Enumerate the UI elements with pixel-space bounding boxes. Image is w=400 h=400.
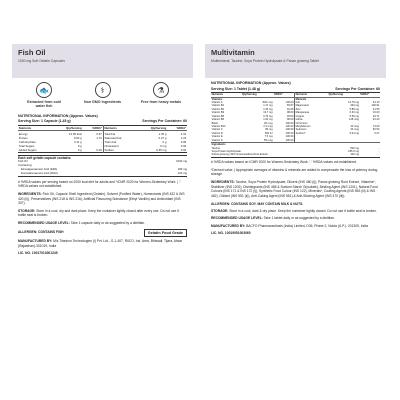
table-cell: 80 mg	[265, 128, 273, 132]
ingredients-text: Fish Oil, Capsule Shell Ingredient (Gelatin), Solvent (Purified Water), Humectants (INS 422 & INS 420 (ii)), Preservatives (INS 218 & INS 216), Artificial Flavouring Substance (Ethyl Vanillin) and Antioxidant (INS 307).	[18, 191, 185, 206]
ingredient-name: Panax ginseng (10% Ginsenosides) Root Extract	[211, 153, 268, 157]
softgel-name: Docosahexaenoic Acid (DHA)	[21, 170, 58, 175]
col-header: %RDA*	[360, 93, 380, 98]
table-cell: 333 mg	[350, 104, 359, 108]
col-header: Qty/Serving	[52, 125, 82, 131]
table-cell: Added Sugars	[18, 148, 37, 153]
ingredient-value: 186.5 mg	[348, 149, 359, 153]
storage	[18, 209, 187, 219]
table-cell: 73.00	[372, 124, 380, 128]
table-cell: Vitamin B1	[211, 104, 225, 108]
table-cell: 91.43	[372, 118, 380, 122]
table-cell: 55 mcg	[264, 138, 273, 142]
table-cell: -	[100, 139, 102, 144]
fish-icon: 🐟	[36, 82, 52, 98]
table-cell: 82.50	[372, 128, 380, 132]
fish-oil-label-panel	[12, 44, 193, 358]
table-cell: 0 g	[77, 148, 82, 153]
table-cell: Protein	[18, 135, 28, 140]
softgel-name: Eicosapentaenoic Acid (EPA)	[21, 166, 58, 171]
table-cell: 100.00	[285, 124, 294, 128]
manufacturer	[211, 224, 380, 229]
rda-note: # %RDA values per serving based on 2000 kcal diet for adults and *ICMR 2020 for Women-Sedentary Work. | '-' %RDA values not established.	[18, 179, 182, 189]
table-cell: Copper	[295, 115, 328, 118]
ingredient-name: Soya Protein Hydrolysate	[211, 149, 241, 153]
feature-label: Free from heavy metals	[140, 100, 182, 104]
table-cell: Vitamin A	[211, 101, 223, 105]
table-cell: 100.91	[371, 104, 380, 108]
table-cell: 0.00	[180, 144, 187, 149]
ingredients-label: INGREDIENTS:	[211, 179, 235, 184]
table-cell: Iodine	[295, 118, 328, 121]
table-cell: 16.00	[372, 111, 380, 115]
table-cell: Vitamin B3	[211, 111, 225, 115]
table-cell: 100.00	[285, 128, 294, 132]
table-cell: 0.00	[96, 148, 102, 153]
table-cell: 33 mcg	[350, 128, 359, 132]
table-cell: 600 IU	[264, 131, 273, 135]
table-cell: 5.44 mg	[349, 131, 359, 135]
feature-fish	[22, 82, 66, 109]
fish-oil-subtitle: 1000 mg Soft Gelatin Capsules	[18, 59, 65, 63]
table-cell: 44.10	[372, 101, 380, 105]
col-header: Nutrients	[295, 93, 328, 98]
table-cell: 840 mcg	[262, 101, 273, 105]
table-cell: Energy	[18, 131, 28, 136]
ingredients	[18, 192, 187, 206]
table-cell: Vitamin B12	[211, 124, 226, 128]
table-cell: Chromium	[295, 122, 328, 125]
table-cell: 34.71	[372, 114, 380, 118]
usage	[211, 216, 380, 221]
table-cell: 1.46 mg	[263, 107, 273, 111]
table-cell: -	[100, 144, 102, 149]
table-cell: 0 g	[162, 139, 167, 144]
ingredient-name: Taurine	[211, 146, 221, 150]
table-cell: 0.63 mg	[349, 111, 359, 115]
allergen-text: ALLERGEN: CONTAINS SOY. MAY CONTAIN MILK & NUTS.	[211, 201, 304, 206]
usage-text: Take 1 tablet daily or as suggested by a dietitian.	[263, 216, 335, 221]
table-cell: 1.35 g	[158, 131, 167, 136]
usage-text: Take 1 capsule daily or as suggested by a dietitian.	[70, 220, 146, 225]
table-cell: 0.92 g	[73, 135, 82, 140]
col-header: Nutrients	[103, 125, 137, 131]
gelatin-badge: Gelatin Food Grade	[144, 229, 187, 237]
table-cell: 0.27 g	[158, 135, 167, 140]
table-cell: -	[378, 121, 380, 125]
feature-label: Extracted from cold water fish	[27, 100, 61, 109]
multivitamin-subtitle: Multimineral, Taurine, Soya Protein Hydrolysate & Panax ginseng Tablet	[211, 59, 319, 63]
rda-note: # %RDA values based on ICMR 2020 for Women-Sedentary Work. '-' %RDA values not established.	[211, 160, 357, 165]
ingredient-value: 100 mg	[350, 153, 359, 157]
usage-label: RECOMMENDED USAGE LEVEL:	[211, 216, 263, 221]
feature-label: Non GMO Ingredients	[84, 100, 121, 104]
table-cell: Trans Fat	[103, 140, 137, 144]
storage-text: Store in a cool, dry and dark place. Keep the container tightly closed after every use. Do not use if bottle seal is broken.	[18, 208, 179, 218]
table-cell: 0.02	[180, 148, 187, 153]
table-cell: Vitamin B2	[211, 107, 225, 111]
ingredient-value: 500 mg	[350, 146, 359, 150]
ingredient-rda: -	[378, 146, 380, 150]
col-header: Qty/Serving	[241, 93, 273, 98]
table-cell: 7.5 mg	[264, 135, 273, 139]
table-cell: 0 mg	[160, 144, 167, 149]
ingredient-header: Ingredients	[211, 143, 380, 147]
table-cell: 13.05 kcal	[68, 131, 82, 136]
table-cell: Magnesium	[295, 104, 328, 107]
fish-oil-title: Fish Oil	[18, 48, 46, 57]
table-cell: 0.76 mg	[263, 114, 273, 118]
table-cell: 100.00	[285, 135, 294, 139]
table-cell: 41.55	[372, 107, 380, 111]
col-header: Qty/Serving	[137, 125, 167, 131]
softgel-value: 120 mg	[177, 170, 187, 175]
storage-text: Store in a cool, dark & dry place. Keep the container tightly closed. Do not use if bottle seal is broken.	[229, 208, 377, 213]
table-cell: Total Fat	[103, 131, 137, 136]
table-cell: Zinc	[295, 108, 328, 111]
feature-heavy-metals	[139, 82, 183, 109]
license-number: LIC. NO. 10017013001245	[18, 251, 58, 256]
table-cell: 1.23	[180, 135, 187, 140]
table-cell: 100.00	[285, 131, 294, 135]
ingredients-label: INGREDIENTS:	[18, 191, 42, 196]
serving-size: Serving Size: 1 Tablet (1.48 g)	[211, 86, 261, 91]
table-cell: 0.00	[180, 139, 187, 144]
table-cell: Sodium	[103, 148, 137, 153]
softgel-value: 180 mg	[177, 166, 187, 171]
table-cell: Vitamin D	[211, 131, 223, 135]
nutrition-table	[18, 125, 187, 154]
storage	[211, 209, 380, 214]
col-header: Nutrients	[18, 125, 52, 131]
table-cell: 0.11 g	[74, 139, 82, 144]
ingredient-rda: -	[378, 149, 380, 153]
mfg-label: MANUFACTURED BY:	[18, 239, 53, 244]
col-header: %RDA*	[273, 93, 294, 98]
storage-label: STORAGE:	[18, 208, 36, 213]
flask-icon: ⚗	[153, 82, 169, 98]
table-cell: 98.00	[286, 111, 294, 115]
softgel-row	[18, 172, 187, 176]
fish-oil-header	[12, 44, 193, 78]
table-cell: Minerals	[295, 97, 328, 101]
derived-note: *Derived value. | Appropriate overages of vitamins & minerals are added to compensate the loss of potency during storage.	[211, 167, 378, 177]
col-header: Nutrients	[211, 93, 241, 98]
table-cell: 96.00	[286, 118, 294, 122]
ingredients	[211, 180, 380, 199]
table-cell: Vitamins	[211, 97, 223, 101]
multivitamin-label-panel	[205, 44, 386, 358]
usage	[18, 221, 187, 226]
table-cell: 2.1 mcg	[263, 124, 273, 128]
table-cell: Cholesterol	[103, 144, 137, 148]
nutrition-title: NUTRITIONAL INFORMATION (Approx. Values)	[18, 113, 98, 118]
table-cell: 18.00	[286, 114, 294, 118]
license-number: LIC. NO. 10019051003060	[211, 230, 251, 235]
serving-info	[18, 119, 187, 123]
feature-icons	[12, 78, 193, 111]
serving-info	[211, 87, 380, 91]
table-cell: 13.7 mg	[263, 111, 273, 115]
table-cell: 100.00	[285, 121, 294, 125]
table-cell: 100.00	[285, 138, 294, 142]
storage-label: STORAGE:	[211, 208, 229, 213]
table-cell: Vitamin E	[211, 135, 223, 139]
table-cell: 91.25	[286, 107, 294, 111]
softgel-title: Each soft gelatin capsule contains:	[18, 156, 72, 161]
table-cell: Sodium*	[295, 132, 328, 135]
nutrition-title: NUTRITIONAL INFORMATION (Approx. Values)	[211, 81, 291, 85]
table-cell: 0.59 mg	[349, 114, 359, 118]
table-cell: 0.35 mg	[156, 148, 167, 153]
softgel-name: Fish Oil	[18, 159, 28, 164]
dna-icon: ⚕	[95, 82, 111, 98]
table-cell: Iron	[295, 101, 328, 104]
ingredient-row	[211, 153, 380, 157]
table-cell: Total Sugars	[18, 144, 35, 149]
mfg-text: M/s Titanium Technologies (I) Pvt. Ltd., G-1-407, RIICO, Ind. Area, Bhiwadi, Tijara, Alwar (Rajasthan)-301019, India	[18, 239, 183, 248]
ingredient-rda: -	[378, 153, 380, 157]
table-cell: Vitamin B5	[211, 114, 225, 118]
serving-size: Serving Size: 1 Capsule (1.45 g)	[18, 119, 71, 124]
softgel-value: 1000 mg	[176, 159, 187, 164]
table-cell: 12.79 mg	[348, 101, 359, 105]
table-cell: 0 g	[77, 144, 82, 149]
table-cell: Saturated Fat	[103, 136, 137, 140]
mfg-label: MANUFACTURED BY:	[211, 223, 246, 228]
table-cell: Vitamin C	[211, 128, 223, 132]
table-cell: 100.00	[285, 101, 294, 105]
table-cell: 2.31	[180, 131, 187, 136]
col-header: %RDA*	[83, 125, 104, 131]
allergen-text: ALLERGEN: CONTAINS FISH	[18, 230, 64, 235]
table-cell: 5.89 mg	[349, 107, 359, 111]
table-cell: Selenium	[295, 128, 328, 131]
ingredients-text: Taurine, Soya Protein Hydrolysate, Diluent (INS 460 (i)), Panax ginseng Root Extract, Vitamins*, Stabilizer (INS 1202), Disintegrants (INS 468 & Sodium Starch Glycolate), Binding Agent (INS 1201), Natural Food Colours (INS 171 & INS 172 (i)), Synthetic Food Colour (INS 122), Minerals*, Coating Agents (INS 553 (iii) & INS 462), Glidant (INS 551 (ii)), Anti-Caking Agent (INS 551) & Anti-Sticking Agent (INS 470 (iii)).	[211, 179, 378, 199]
manufacturer	[18, 239, 187, 249]
table-cell: Molybdenum	[295, 125, 328, 128]
table-cell: 83.57	[286, 104, 294, 108]
multivitamin-header	[205, 44, 386, 78]
usage-label: RECOMMENDED USAGE LEVEL:	[18, 220, 70, 225]
col-header: %RDA*	[167, 125, 187, 131]
table-cell: 40 mcg	[264, 121, 273, 125]
table-cell: 128 mcg	[349, 118, 359, 122]
nutrition-table	[211, 92, 380, 158]
feature-non-gmo	[81, 82, 125, 109]
table-cell: 1.92 mg	[263, 118, 273, 122]
table-cell: 0.67	[96, 131, 102, 136]
table-cell: 1.17 mg	[263, 104, 273, 108]
mfg-text: BACFO Pharmaceuticals (India) Limited, D36, Phase 2, Noida (U.P.)- 201305, India	[246, 223, 368, 228]
table-cell: Biotin	[211, 121, 219, 125]
servings-per-container: Servings Per Container: 60	[142, 119, 187, 124]
table-cell: Carbohydrate	[18, 139, 36, 144]
table-cell: -	[358, 121, 359, 125]
multivitamin-title: Multivitamin	[211, 48, 255, 57]
table-cell: 1.72	[96, 135, 102, 140]
servings-per-container: Servings Per Container: 60	[335, 86, 380, 91]
table-cell: 0.27	[374, 131, 380, 135]
col-header: Qty/Serving	[328, 93, 360, 98]
softgel-name: Containing:	[18, 163, 33, 168]
softgel-contents	[18, 155, 187, 177]
table-cell: Vitamin B6	[211, 118, 225, 122]
allergen-row	[18, 229, 187, 237]
table-cell: Manganese	[295, 111, 328, 114]
table-row	[18, 148, 187, 153]
table-cell: 33 mcg	[350, 124, 359, 128]
table-cell: Vitamin K	[211, 138, 223, 142]
